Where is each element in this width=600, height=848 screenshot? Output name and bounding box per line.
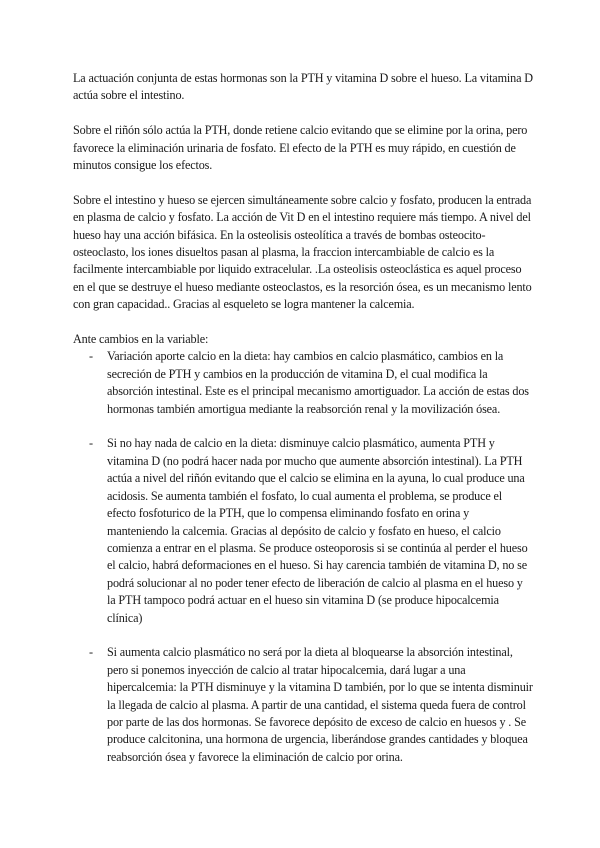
document-body [73,70,533,784]
paragraph-pth-vitamin-d: La actuación conjunta de estas hormonas son la PTH y vitamina D sobre el hueso. La vitamina D actúa sobre el intestino. [73,71,533,103]
list-item-text: Si no hay nada de calcio en la dieta: disminuye calcio plasmático, aumenta PTH y vitamina D (no podrá hacer nada por mucho que aumente absorción intestinal). La PTH actúa a nivel del riñón evitando que el calcio se elimina en la ayuna, lo cual produce una acidosis. Se aumenta también el fosfato, lo cual aumenta el problema, se produce el efecto fosfoturico de la PTH, que lo compensa eliminando fosfato en orina y manteniendo la calcemia. Gracias al depósito de calcio y fosfato en hueso, el calcio comienza a entrar en el plasma. Se produce osteoporosis si se continúa al perder el hueso el calcio, habrá deformaciones en el hueso. Si hay carencia también de vitamina D, no se podrá solucionar al no poder tener efecto de liberación de calcio al plasma en el hueso y la PTH tampoco podrá actuar en el hueso sin vitamina D (se produce hipocalcemia clínica) [107,436,528,625]
list-dash: - [89,349,93,364]
paragraph-kidney: Sobre el riñón sólo actúa la PTH, donde retiene calcio evitando que se elimine por la orina, pero favorece la eliminación urinaria de fosfato. El efecto de la PTH es muy rápido, en cuestión de minutos consigue los efectos. [73,123,528,173]
paragraph-intestine-bone: Sobre el intestino y hueso se ejercen simultáneamente sobre calcio y fosfato, producen la entrada en plasma de calcio y fosfato. La acción de Vit D en el intestino requiere más tiempo. A nivel del hueso hay una acción bifásica. En la osteolisis osteolítica a través de bombas osteocito-osteoclasto, los iones disueltos pasan al plasma, la fraccion intercambiable de calcio es la facilmente intercambiable por liquido extracelular. .La osteolisis osteoclástica es aquel proceso en el que se destruye el hueso mediante osteoclastos, es la resorción ósea, es un mecanismo lento con gran capacidad.. Gracias al esqueleto se logra mantener la calcemia. [73,192,532,312]
list-item-diet-variation [73,348,533,418]
list-dash: - [89,436,93,451]
list-intro: Ante cambios en la variable: [73,332,209,347]
list-item-no-calcium [73,435,533,626]
list-dash: - [89,645,93,660]
list-item-text: Si aumenta calcio plasmático no será por la dieta al bloquearse la absorción intestinal, pero si ponemos inyección de calcio al tratar hipocalcemia, dará lugar a una hipercalcemia: la PTH disminuye y la vitamina D también, por lo que se intenta disminuir la llegada de calcio al plasma. A partir de una cantidad, el sistema queda fuera de control por parte de las dos hormonas. Se favorece depósito de exceso de calcio en huesos y . Se produce calcitonina, una hormona de urgencia, liberándose grandes cantidades y bloquea reabsorción ósea y favorece la eliminación de calcio por orina. [107,645,533,764]
changes-list [73,348,533,766]
list-item-hypercalcemia [73,644,533,766]
list-item-text: Variación aporte calcio en la dieta: hay cambios en calcio plasmático, cambios en la secreción de PTH y cambios en la producción de vitamina D, el cual modifica la absorción intestinal. Este es el principal mecanismo amortiguador. La acción de estas dos hormonas también amortigua mediante la reabsorción renal y la movilización ósea. [107,349,529,416]
